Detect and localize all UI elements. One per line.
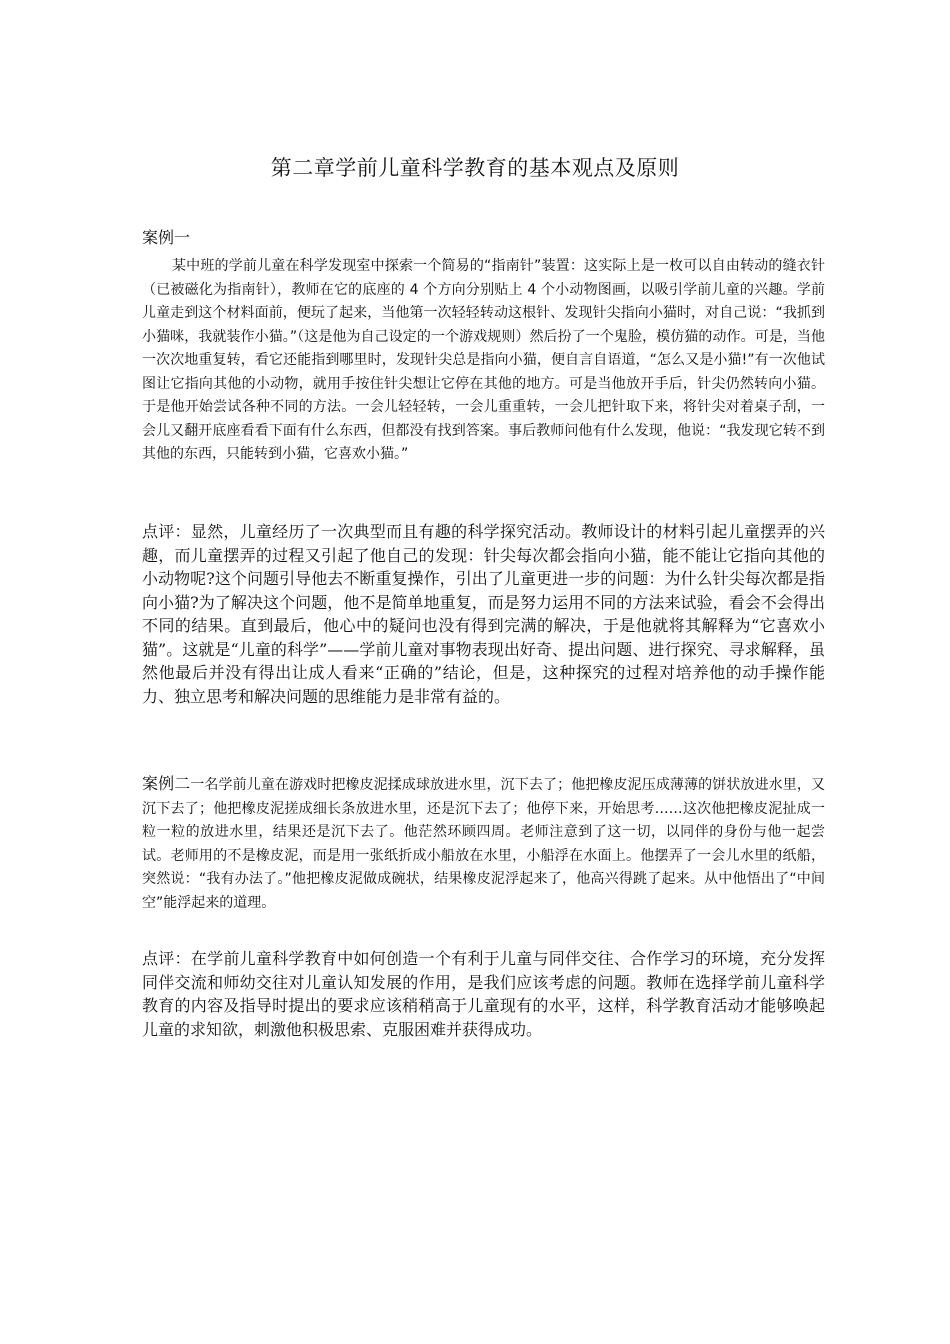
case2-body: 一名学前儿童在游戏时把橡皮泥揉成球放进水里，沉下去了；他把橡皮泥压成薄薄的饼状放进水里，又沉下去了；他把橡皮泥搓成细长条放进水里，还是沉下去了；他停下来，开始思考……这次他把橡皮泥扯成一粒一粒的放进水里，结果还是沉下去了。他茫然环顾四周。老师注意到了这一切，以同伴的身份与他一起尝试。老师用的不是橡皮泥，而是用一张纸折成小船放在水里，小船浮在水面上。他摆弄了一会儿水里的纸船，突然说：“我有办法了。”他把橡皮泥做成碗状，结果橡皮泥浮起来了，他高兴得跳了起来。从中他悟出了“中间空”能浮起来的道理。 xyxy=(142,777,825,911)
page-title: 第二章学前儿童科学教育的基本观点及原则 xyxy=(270,156,680,180)
review2-paragraph: 点评：在学前儿童科学教育中如何创造一个有利于儿童与同伴交往、合作学习的环境，充分发挥同伴交流和师幼交往对儿童认知发展的作用，是我们应该考虑的问题。教师在选择学前儿童科学教育的内容及指导时提出的要求应该稍稍高于儿童现有的水平，这样，科学教育活动才能够唤起儿童的求知欲，刺激他积极思索、克服困难并获得成功。 xyxy=(142,949,825,1039)
case1-label: 案例一 xyxy=(142,228,191,247)
case2-label: 案例二 xyxy=(142,774,191,793)
review1-paragraph: 点评：显然，儿童经历了一次典型而且有趣的科学探究活动。教师设计的材料引起儿童摆弄的兴趣，而儿童摆弄的过程又引起了他自己的发现：针尖每次都会指向小猫，能不能让它指向其他的小动物呢?这个问题引导他去不断重复操作，引出了儿童更进一步的问题：为什么针尖每次都是指向小猫?为了解决这个问题，他不是简单地重复，而是努力运用不同的方法来试验，看会不会得出不同的结果。直到最后，他心中的疑问也没有得到完满的解决，于是他就将其解释为“它喜欢小猫”。这就是“儿童的科学”——学前儿童对事物表现出好奇、提出问题、进行探究、寻求解释，虽然他最后并没有得出让成人看来“正确的”结论，但是，这种探究的过程对培养他的动手操作能力、独立思考和解决问题的思维能力是非常有益的。 xyxy=(142,522,825,706)
case2-paragraph xyxy=(142,772,825,915)
case1-body: 某中班的学前儿童在科学发现室中探索一个简易的“指南针”装置：这实际上是一枚可以自由转动的缝衣针（已被磁化为指南针），教师在它的底座的 4 个方向分别贴上 4 个小动物图画，以吸引学前儿童的兴趣。学前儿童走到这个材料面前，便玩了起来，当他第一次轻轻转动这根针、发现针尖指向小猫时，对自己说：“我抓到小猫咪，我就装作小猫。”（这是他为自己设定的一个游戏规则）然后扮了一个鬼脸，模仿猫的动作。可是，当他一次次地重复转，看它还能指到哪里时，发现针尖总是指向小猫，便自言自语道，“怎么又是小猫!”有一次他试图让它指向其他的小动物，就用手按住针尖想让它停在其他的地方。可是当他放开手后，针尖仍然转向小猫。于是他开始尝试各种不同的方法。一会儿轻轻转，一会儿重重转，一会儿把针取下来，将针尖对着桌子刮，一会儿又翻开底座看看下面有什么东西，但都没有找到答案。事后教师问他有什么发现，他说：“我发现它转不到其他的东西，只能转到小猫，它喜欢小猫。” xyxy=(142,258,825,462)
